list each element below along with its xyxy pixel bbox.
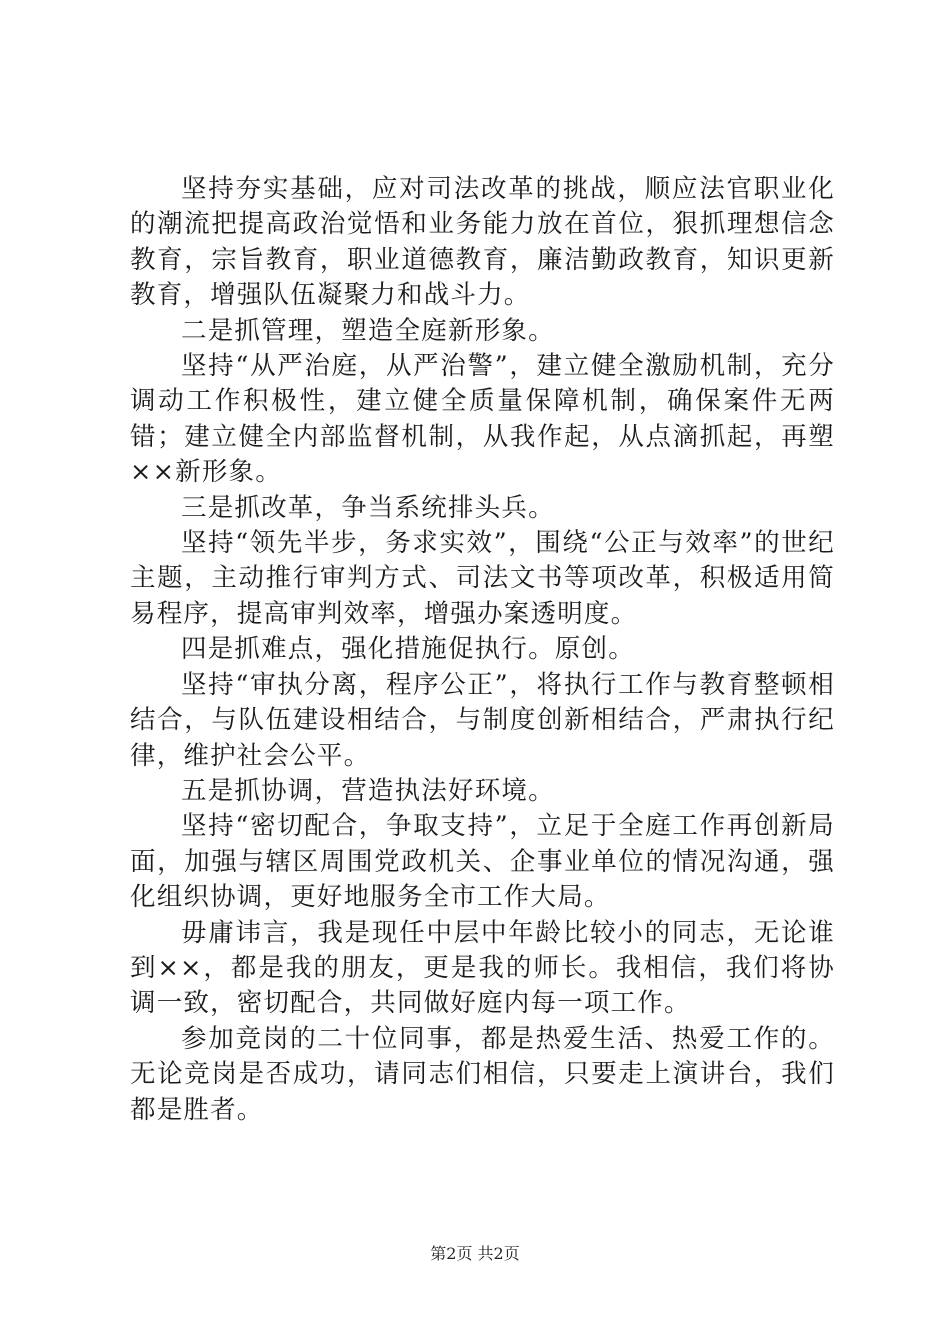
paragraph: 三是抓改革，争当系统排头兵。 <box>181 492 555 523</box>
paragraph: 参加竞岗的二十位同事，都是热爱生活、热爱工作的。无论竞岗是否成功，请同志们相信，只要走上演讲台，我们都是胜者。 <box>130 1023 835 1125</box>
paragraph: 五是抓协调，营造执法好环境。 <box>181 775 555 806</box>
paragraph: 坚持“审执分离，程序公正”，将执行工作与教育整顿相结合，与队伍建设相结合，与制度创新相结合，严肃执行纪律，维护社会公平。 <box>130 669 835 771</box>
paragraph: 坚持“从严治庭，从严治警”，建立健全激励机制，充分调动工作积极性，建立健全质量保障机制，确保案件无两错；建立健全内部监督机制，从我作起，从点滴抓起，再塑××新形象。 <box>130 351 835 488</box>
paragraph: 毋庸讳言，我是现任中层中年龄比较小的同志，无论谁到××，都是我的朋友，更是我的师长。我相信，我们将协调一致，密切配合，共同做好庭内每一项工作。 <box>130 917 835 1019</box>
page-number-footer: 第2页 共2页 <box>430 1244 520 1263</box>
paragraph: 二是抓管理，塑造全庭新形象。 <box>181 315 555 346</box>
paragraph: 坚持“领先半步，务求实效”，围绕“公正与效率”的世纪主题，主动推行审判方式、司法文书等项改革，积极适用简易程序，提高审判效率，增强办案透明度。 <box>130 528 835 629</box>
document-body <box>130 172 835 1128</box>
paragraph: 坚持“密切配合，争取支持”，立足于全庭工作再创新局面，加强与辖区周围党政机关、企事业单位的情况沟通，强化组织协调，更好地服务全市工作大局。 <box>130 811 835 913</box>
paragraph: 四是抓难点，强化措施促执行。原创。 <box>181 634 635 665</box>
paragraph: 坚持夯实基础，应对司法改革的挑战，顺应法官职业化的潮流把提高政治觉悟和业务能力放在首位，狠抓理想信念教育，宗旨教育，职业道德教育，廉洁勤政教育，知识更新教育，增强队伍凝聚力和战斗力。 <box>130 174 835 311</box>
